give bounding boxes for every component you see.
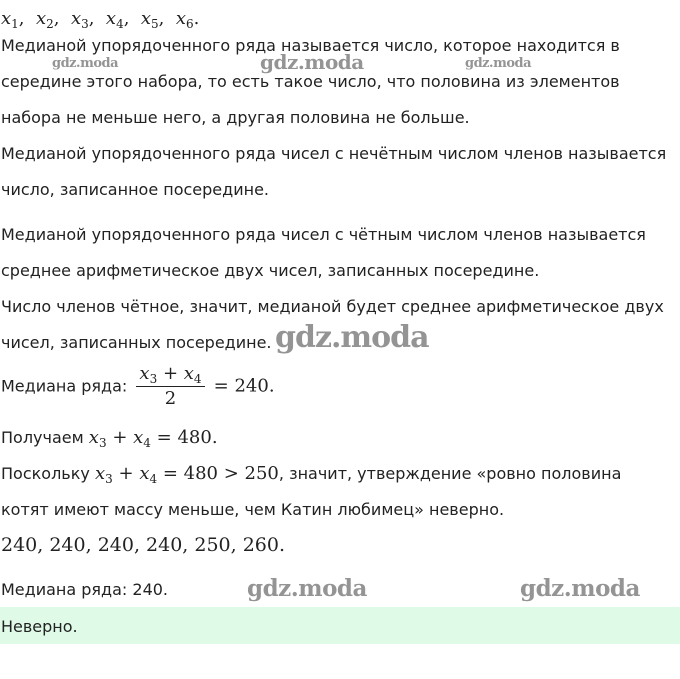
watermark: gdz.moda: [260, 50, 364, 74]
index: 4: [143, 436, 151, 450]
fraction-denominator: 2: [164, 388, 177, 409]
ordered-series: 240, 240, 240, 240, 250, 260.: [1, 534, 286, 556]
statement-result: = 480.: [156, 427, 218, 448]
var: x: [139, 363, 150, 384]
index: 4: [149, 472, 158, 486]
fraction: [136, 364, 204, 409]
paragraph-line: Число членов чётное, значит, медианой будет среднее арифметическое двух: [1, 297, 664, 316]
watermark: gdz.moda: [465, 56, 532, 71]
plus-sign: +: [112, 427, 128, 448]
formula-label: Медиана ряда:: [1, 376, 128, 396]
var: x: [133, 427, 144, 448]
paragraph-line: чисел, записанных посередине.: [1, 333, 272, 352]
index: 6: [186, 17, 194, 31]
sum-statement: [1, 428, 218, 448]
var: x: [105, 8, 117, 29]
statement-tail: , значит, утверждение «ровно половина: [278, 464, 622, 483]
index: 1: [11, 17, 19, 31]
index: 5: [151, 17, 159, 31]
paragraph-line: середине этого набора, то есть такое число, что половина из элементов: [1, 72, 620, 91]
index: 3: [81, 17, 89, 31]
paragraph-line: набора не меньше него, а другая половина не больше.: [1, 108, 470, 127]
formula-result: = 240.: [213, 375, 275, 397]
var: x: [35, 8, 47, 29]
paragraph-line: Медианой упорядоченного ряда чисел с чётным числом членов называется: [1, 225, 646, 244]
paragraph-line: Медианой упорядоченного ряда называется число, которое находится в: [1, 36, 620, 55]
watermark: gdz.moda: [52, 56, 119, 71]
watermark: gdz.moda: [247, 575, 367, 602]
var: x: [94, 463, 106, 484]
paragraph-line: число, записанное посередине.: [1, 180, 269, 199]
var: x: [1, 8, 12, 29]
comparison-expression: = 480 > 250: [162, 463, 279, 484]
index: 3: [149, 372, 158, 386]
answer-text: Неверно.: [1, 617, 78, 636]
var: x: [175, 8, 186, 29]
watermark: gdz.moda: [275, 320, 429, 355]
plus-sign: +: [162, 363, 179, 384]
answer-box: [0, 607, 680, 644]
index: 3: [98, 436, 107, 450]
paragraph-line: среднее арифметическое двух чисел, записанных посередине.: [1, 261, 540, 280]
plus-sign: +: [118, 463, 134, 484]
median-result: Медиана ряда: 240.: [1, 580, 169, 599]
paragraph-line: котят имеют массу меньше, чем Катин любимец» неверно.: [1, 500, 505, 519]
index: 2: [46, 17, 54, 31]
index: 3: [105, 472, 113, 486]
variable-sequence: $x_1$, $x_2$, $x_3$, $x_4$, $x_5$, $x_6$.: [1, 8, 200, 31]
var: x: [139, 463, 150, 484]
statement-label: Поскольку: [1, 464, 90, 483]
index: 4: [116, 17, 124, 31]
median-formula: [1, 364, 275, 409]
comparison-statement: [1, 464, 621, 484]
var: x: [70, 8, 82, 29]
var: x: [140, 8, 152, 29]
var: x: [88, 427, 99, 448]
statement-label: Получаем: [1, 428, 84, 447]
watermark: gdz.moda: [520, 575, 640, 602]
paragraph-line: Медианой упорядоченного ряда чисел с нечётным числом членов называется: [1, 144, 667, 163]
fraction-numerator: [136, 364, 204, 387]
var: x: [183, 363, 194, 384]
index: 4: [193, 372, 202, 386]
